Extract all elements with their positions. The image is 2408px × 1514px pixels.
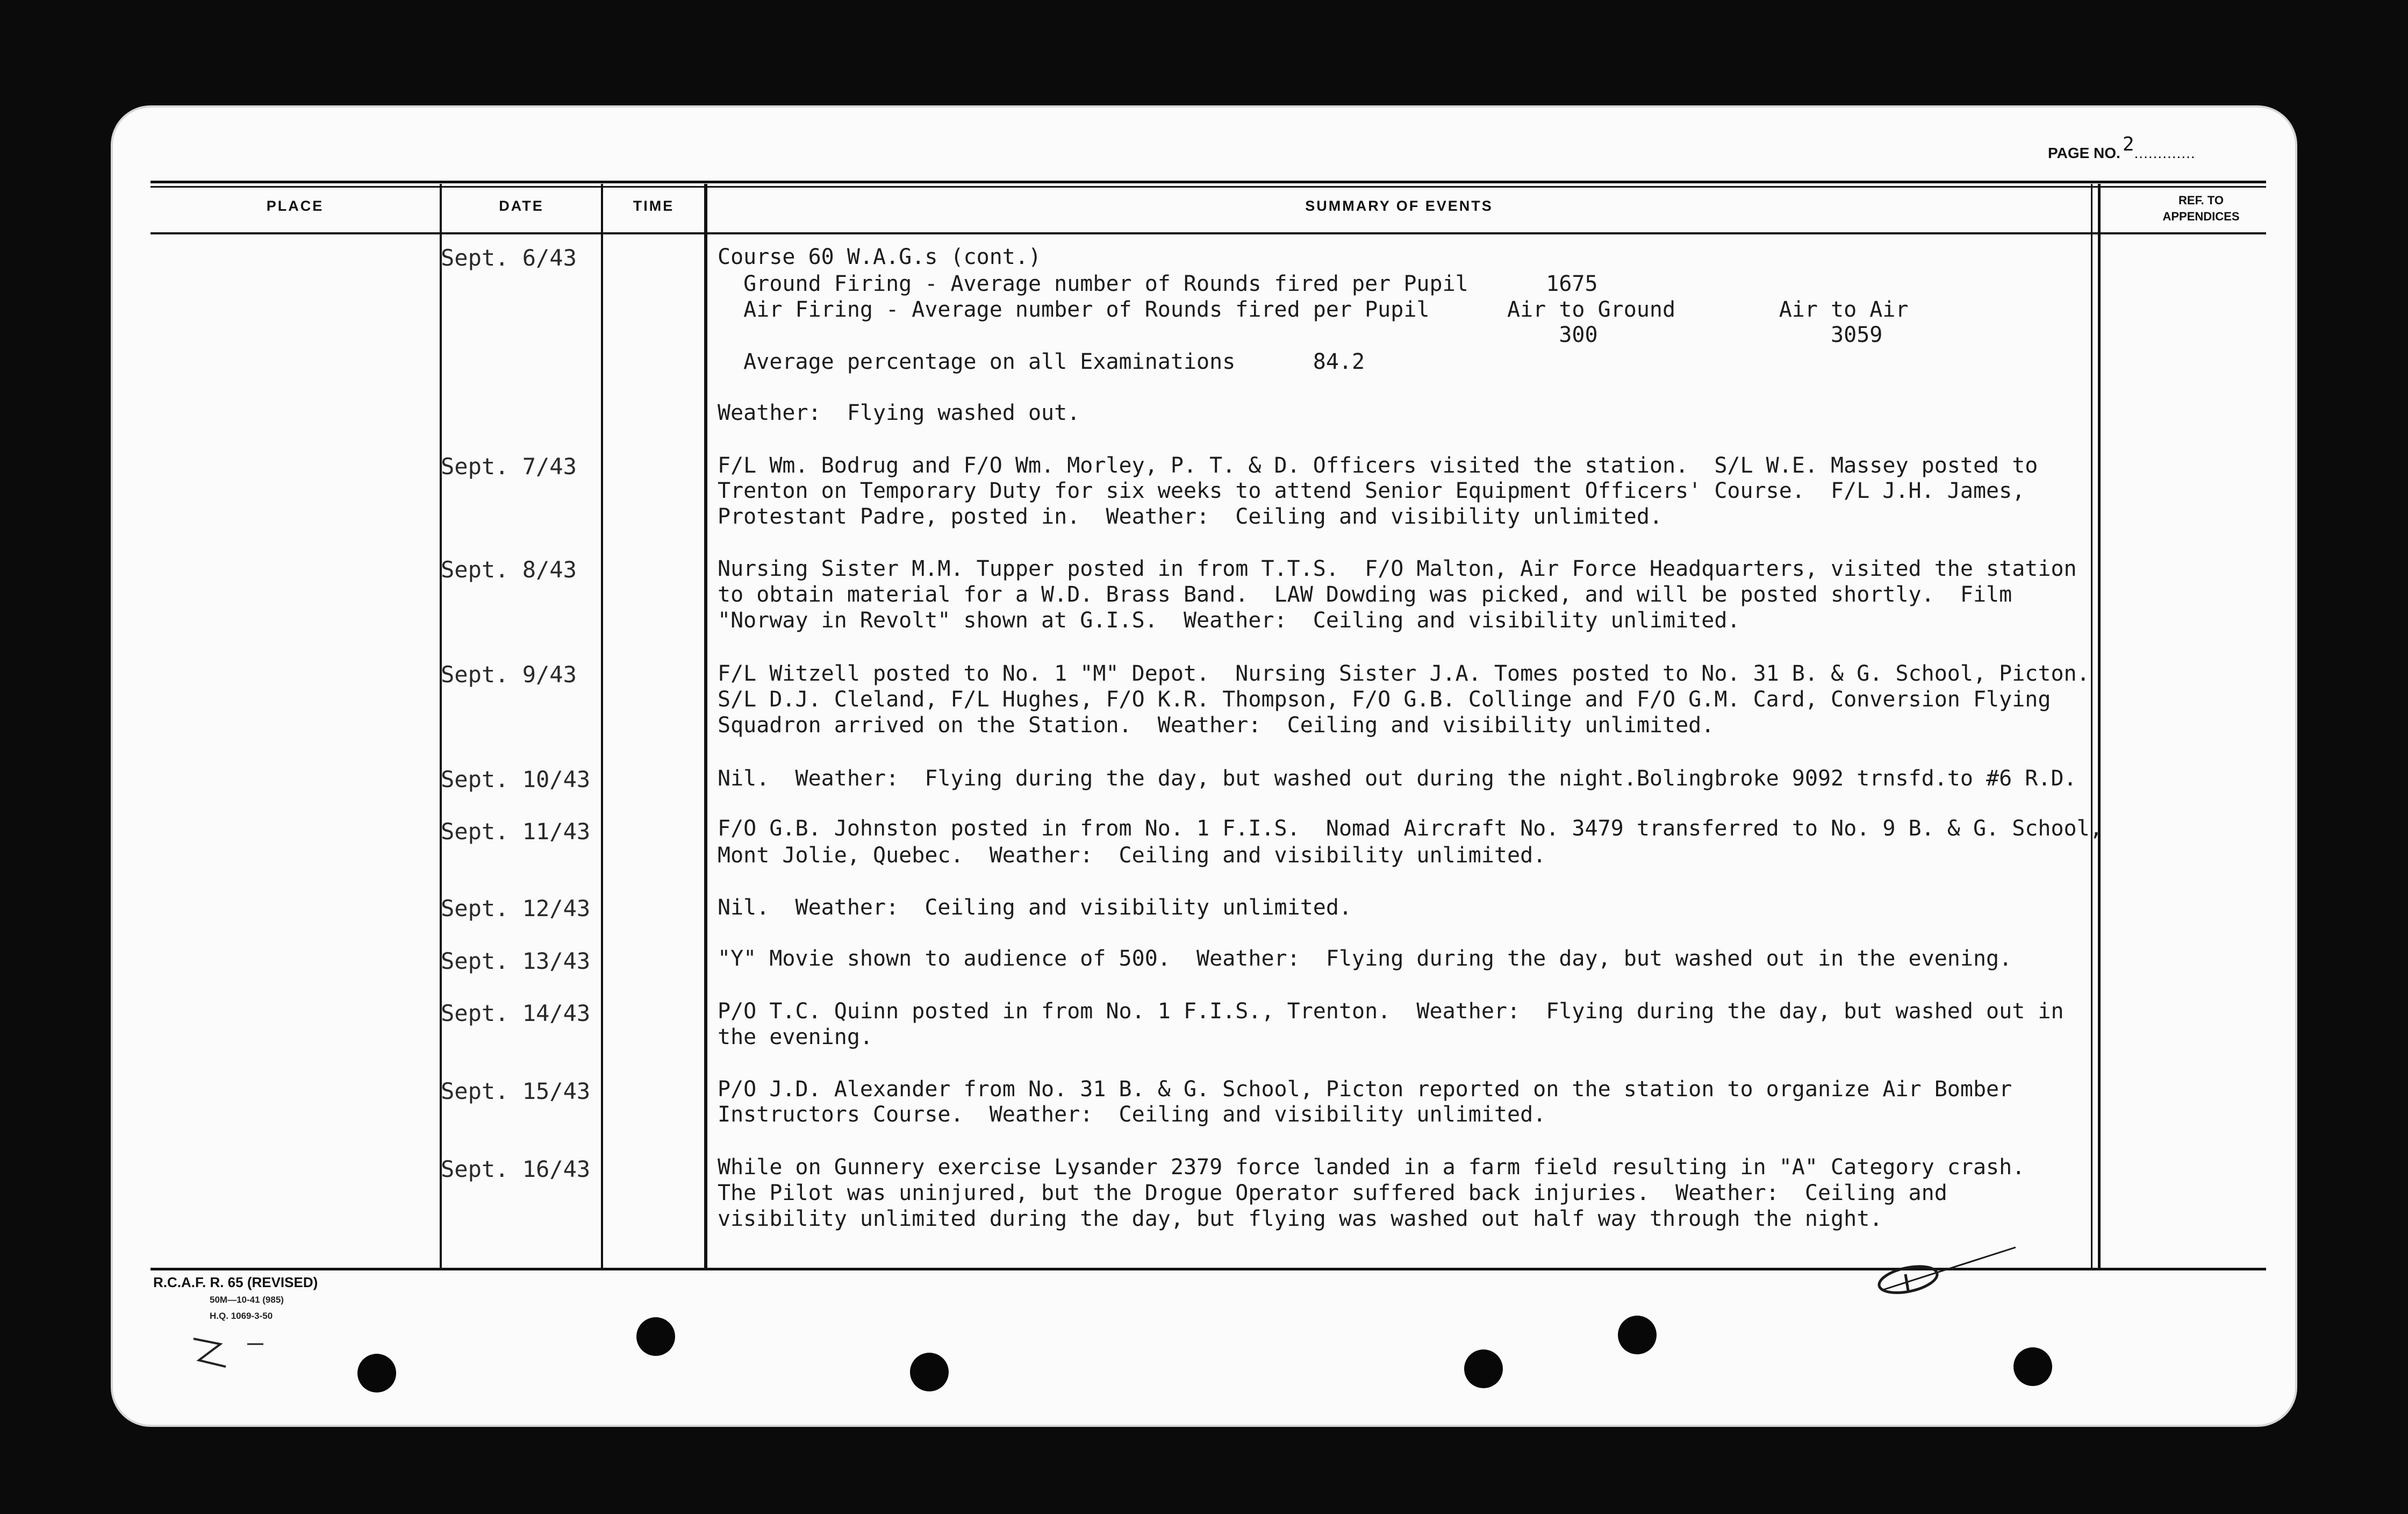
entry-date: Sept. 12/43 bbox=[441, 895, 591, 922]
entry-line: S/L D.J. Cleland, F/L Hughes, F/O K.R. Thompson, F/O G.B. Collinge and F/O G.M. Card, Conversion Flying bbox=[718, 687, 2051, 712]
binder-hole bbox=[1618, 1316, 1657, 1354]
column-header-date: DATE bbox=[499, 198, 544, 214]
binder-hole bbox=[357, 1354, 396, 1392]
form-hq-code: H.Q. 1069-3-50 bbox=[210, 1311, 273, 1321]
header-bottom-rule bbox=[150, 232, 2266, 234]
column-header-summary: SUMMARY OF EVENTS bbox=[1305, 198, 1493, 214]
entry-line: Nil. Weather: Flying during the day, but washed out during the night.Bolingbroke 9092 trnsfd.to #6 R.D. bbox=[718, 766, 2077, 791]
summary-ref-divider-2 bbox=[2098, 184, 2101, 1268]
time-summary-divider bbox=[704, 184, 707, 1268]
entry-line: Nil. Weather: Ceiling and visibility unlimited. bbox=[718, 895, 1352, 920]
top-double-rule-1 bbox=[150, 181, 2266, 183]
binder-hole bbox=[636, 1317, 675, 1356]
ref-label-line-2: APPENDICES bbox=[2162, 210, 2240, 223]
entry-date: Sept. 14/43 bbox=[441, 1000, 591, 1026]
entry-line: F/L Wm. Bodrug and F/O Wm. Morley, P. T. & D. Officers visited the station. S/L W.E. Massey posted to bbox=[718, 453, 2038, 478]
entry-line: F/O G.B. Johnston posted in from No. 1 F.I.S. Nomad Aircraft No. 3479 transferred to No. 9 B. & G. School, bbox=[718, 816, 2103, 841]
entry-line: Protestant Padre, posted in. Weather: Ceiling and visibility unlimited. bbox=[718, 504, 1662, 529]
summary-ref-divider-1 bbox=[2091, 184, 2092, 1268]
entry-date: Sept. 11/43 bbox=[441, 818, 591, 845]
page-number-label: PAGE NO. 2............. bbox=[2048, 133, 2196, 161]
entry-line: Nursing Sister M.M. Tupper posted in from T.T.S. F/O Malton, Air Force Headquarters, visited the station bbox=[718, 556, 2077, 581]
entry-line: Weather: Flying washed out. bbox=[718, 401, 1080, 425]
page-label: PAGE NO. bbox=[2048, 145, 2120, 161]
entry-line: visibility unlimited during the day, but flying was washed out half way through the night. bbox=[718, 1206, 1883, 1231]
entry-line: Ground Firing - Average number of Rounds fired per Pupil 1675 bbox=[718, 272, 1598, 296]
entry-line: P/O T.C. Quinn posted in from No. 1 F.I.S., Trenton. Weather: Flying during the day, but washed out in bbox=[718, 999, 2064, 1024]
place-date-divider bbox=[440, 184, 442, 1268]
binder-hole bbox=[1464, 1349, 1503, 1388]
entry-line: While on Gunnery exercise Lysander 2379 force landed in a farm field resulting in "A" Category crash. bbox=[718, 1155, 2025, 1180]
entry-date: Sept. 6/43 bbox=[441, 245, 577, 271]
entry-line: Air Firing - Average number of Rounds fired per Pupil Air to Ground Air to Air bbox=[718, 297, 1909, 322]
column-header-time: TIME bbox=[633, 198, 675, 214]
entry-date: Sept. 10/43 bbox=[441, 766, 591, 792]
entry-line: Mont Jolie, Quebec. Weather: Ceiling and visibility unlimited. bbox=[718, 843, 1546, 868]
initials-signature bbox=[1865, 1237, 2026, 1312]
entry-line: P/O J.D. Alexander from No. 31 B. & G. School, Picton reported on the station to organize Air Bomber bbox=[718, 1077, 2012, 1102]
entry-date: Sept. 13/43 bbox=[441, 948, 591, 974]
entry-date: Sept. 8/43 bbox=[441, 556, 577, 583]
date-time-divider bbox=[601, 184, 603, 1268]
entry-line: Average percentage on all Examinations 84.2 bbox=[718, 349, 1365, 374]
entry-line: Course 60 W.A.G.s (cont.) bbox=[718, 245, 1042, 269]
entry-line: F/L Witzell posted to No. 1 "M" Depot. Nursing Sister J.A. Tomes posted to No. 31 B. & G. School, Picton. bbox=[718, 661, 2090, 686]
entry-date: Sept. 7/43 bbox=[441, 453, 577, 480]
entry-line: Instructors Course. Weather: Ceiling and visibility unlimited. bbox=[718, 1102, 1546, 1127]
binder-hole bbox=[2013, 1347, 2052, 1386]
form-print-code: 50M—10-41 (985) bbox=[210, 1295, 284, 1305]
page-number: 2 bbox=[2122, 133, 2134, 155]
ref-label-line-1: REF. TO bbox=[2178, 194, 2224, 207]
entry-line: 300 3059 bbox=[718, 323, 1883, 347]
entry-line: the evening. bbox=[718, 1025, 873, 1049]
entry-line: to obtain material for a W.D. Brass Band. LAW Dowding was picked, and will be posted shortly. Film bbox=[718, 582, 2012, 607]
entry-date: Sept. 9/43 bbox=[441, 661, 577, 688]
column-header-ref-appendices bbox=[2107, 192, 2295, 225]
binder-hole bbox=[910, 1353, 949, 1391]
column-header-place: PLACE bbox=[266, 198, 324, 214]
entry-line: Squadron arrived on the Station. Weather: Ceiling and visibility unlimited. bbox=[718, 713, 1715, 738]
entry-date: Sept. 15/43 bbox=[441, 1078, 591, 1104]
entry-line: Trenton on Temporary Duty for six weeks to attend Senior Equipment Officers' Course. F/L J.H. James, bbox=[718, 479, 2025, 503]
entry-line: "Norway in Revolt" shown at G.I.S. Weather: Ceiling and visibility unlimited. bbox=[718, 608, 1740, 633]
entry-line: The Pilot was uninjured, but the Drogue Operator suffered back injuries. Weather: Ceiling and bbox=[718, 1181, 1947, 1205]
entry-line: "Y" Movie shown to audience of 500. Weather: Flying during the day, but washed out in the evening. bbox=[718, 946, 2012, 971]
top-double-rule-2 bbox=[150, 186, 2266, 188]
scribble-mark bbox=[183, 1328, 290, 1376]
form-identifier: R.C.A.F. R. 65 (REVISED) bbox=[153, 1274, 318, 1290]
entry-date: Sept. 16/43 bbox=[441, 1156, 591, 1182]
